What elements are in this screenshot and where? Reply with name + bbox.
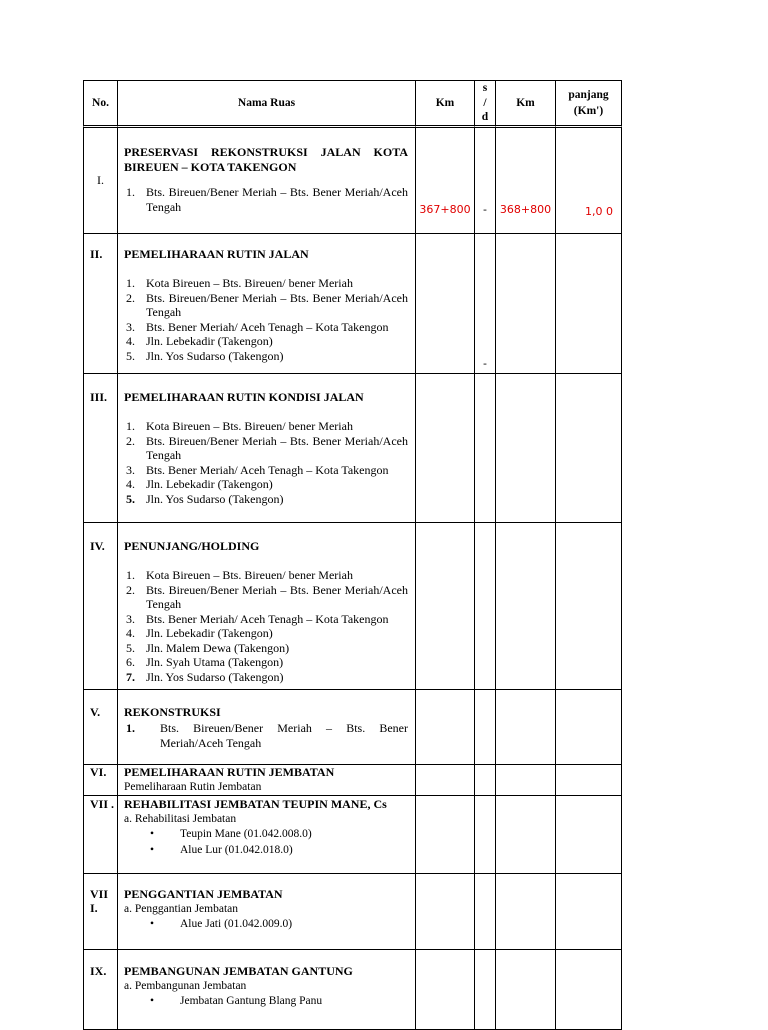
list-item: 1. Kota Bireuen – Bts. Bireuen/ bener Meriah <box>126 276 353 290</box>
km-end-cell <box>496 128 556 234</box>
km-start-cell <box>416 874 475 950</box>
bullet-icon: • <box>150 995 155 1007</box>
sd-cell <box>475 765 496 796</box>
panjang-cell <box>556 690 622 765</box>
row-description <box>118 796 416 874</box>
sd-cell <box>475 796 496 874</box>
sd-cell <box>475 950 496 1030</box>
row-description <box>118 950 416 1030</box>
bullet-icon: • <box>150 844 155 856</box>
section-title: PRESERVASI REKONSTRUKSI JALAN KOTA BIREUEN – KOTA TAKENGON <box>124 145 408 174</box>
table-row <box>83 874 622 950</box>
list-item: 1. Bts. Bireuen/Bener Meriah – Bts. Bener Meriah/Aceh Tengah <box>126 185 408 214</box>
list-item: 1. Bts. Bireuen/Bener Meriah – Bts. Bener Meriah/Aceh Tengah <box>126 721 408 750</box>
section-subtitle: a. Pembangunan Jembatan <box>124 979 247 992</box>
section-title: REKONSTRUKSI <box>124 705 221 719</box>
section-subtitle: Pemeliharaan Rutin Jembatan <box>124 781 262 793</box>
section-title: PEMELIHARAAN RUTIN JALAN <box>124 247 309 261</box>
km-start-cell <box>416 234 475 374</box>
list-item: 2. Bts. Bireuen/Bener Meriah – Bts. Bener Meriah/Aceh Tengah <box>126 290 408 319</box>
header-no: No. <box>83 80 118 128</box>
row-number: IX. <box>83 950 118 1030</box>
panjang-cell <box>556 374 622 523</box>
panjang-cell <box>556 874 622 950</box>
panjang-cell <box>556 796 622 874</box>
sd-cell <box>475 523 496 690</box>
km-end-cell <box>496 765 556 796</box>
panjang-cell <box>556 765 622 796</box>
km-end-cell <box>496 523 556 690</box>
km-start-cell <box>416 690 475 765</box>
row-number: I. <box>83 128 118 234</box>
section-title: PEMELIHARAAN RUTIN JEMBATAN <box>124 765 335 779</box>
header-km-start: Km <box>416 80 475 128</box>
row-description <box>118 374 416 523</box>
section-title: PEMELIHARAAN RUTIN KONDISI JALAN <box>124 390 364 404</box>
section-title: PENUNJANG/HOLDING <box>124 539 260 553</box>
panjang-value: 1,0 0 <box>585 204 613 218</box>
table-row <box>83 690 622 765</box>
list-item: 4. Jln. Lebekadir (Takengon) <box>126 334 273 348</box>
km-start-cell <box>416 374 475 523</box>
km-end-cell <box>496 690 556 765</box>
table-row <box>83 128 622 234</box>
km-start-value: 367+800 <box>419 202 471 216</box>
table-row <box>83 234 622 374</box>
list-item: 1. Kota Bireuen – Bts. Bireuen/ bener Meriah <box>126 419 353 433</box>
km-end-cell <box>496 234 556 374</box>
km-start-cell <box>416 796 475 874</box>
row-number: VII . <box>83 796 118 874</box>
bullet-item: • Teupin Mane (01.042.008.0) <box>150 828 312 840</box>
road-sections-table <box>83 80 622 1030</box>
bullet-item: • Alue Jati (01.042.009.0) <box>150 918 293 930</box>
row-description <box>118 690 416 765</box>
section-title: REHABILITASI JEMBATAN TEUPIN MANE, Cs <box>124 796 387 811</box>
row-number: VII I. <box>83 874 118 950</box>
list-item: 3. Bts. Bener Meriah/ Aceh Tenagh – Kota Takengon <box>126 319 389 334</box>
list-item: 7. Jln. Yos Sudarso (Takengon) <box>126 669 284 684</box>
km-end-cell <box>496 950 556 1030</box>
list-item: 4. Jln. Lebekadir (Takengon) <box>126 626 273 640</box>
table-row <box>83 796 622 874</box>
table-row <box>83 765 622 796</box>
section-subtitle: a. Rehabilitasi Jembatan <box>124 812 237 825</box>
panjang-cell <box>556 950 622 1030</box>
panjang-cell <box>556 128 622 234</box>
bullet-icon: • <box>150 828 155 840</box>
list-item: 3. Bts. Bener Meriah/ Aceh Tenagh – Kota Takengon <box>126 611 389 626</box>
table-row <box>83 374 622 523</box>
row-number: VI. <box>83 765 118 796</box>
km-end-cell <box>496 874 556 950</box>
panjang-cell <box>556 234 622 374</box>
bullet-item: • Alue Lur (01.042.018.0) <box>150 844 293 856</box>
km-start-cell <box>416 765 475 796</box>
header-nama-ruas: Nama Ruas <box>118 80 416 128</box>
row-number: V. <box>83 690 118 765</box>
sd-value: - <box>483 202 487 216</box>
table-row <box>83 950 622 1030</box>
section-subtitle: a. Penggantian Jembatan <box>124 902 239 915</box>
row-number: III. <box>83 374 118 523</box>
sd-value: - <box>483 356 487 370</box>
list-item: 5. Jln. Yos Sudarso (Takengon) <box>126 348 284 363</box>
sd-cell <box>475 874 496 950</box>
km-start-cell <box>416 523 475 690</box>
row-description <box>118 523 416 690</box>
km-end-cell <box>496 796 556 874</box>
sd-cell <box>475 374 496 523</box>
sd-cell <box>475 690 496 765</box>
km-start-cell <box>416 128 475 234</box>
list-item: 6. Jln. Syah Utama (Takengon) <box>126 655 284 669</box>
row-description <box>118 874 416 950</box>
section-title: PEMBANGUNAN JEMBATAN GANTUNG <box>124 963 353 978</box>
sd-cell <box>475 128 496 234</box>
row-description <box>118 234 416 374</box>
list-item: 4. Jln. Lebekadir (Takengon) <box>126 477 273 491</box>
table-header-row <box>83 80 622 128</box>
bullet-item: • Jembatan Gantung Blang Panu <box>150 995 323 1007</box>
sd-cell <box>475 234 496 374</box>
header-sd: s / d <box>475 80 496 128</box>
row-number: IV. <box>83 523 118 690</box>
row-number: II. <box>83 234 118 374</box>
row-description <box>118 765 416 796</box>
list-item: 5. Jln. Yos Sudarso (Takengon) <box>126 491 284 506</box>
km-end-value: 368+800 <box>499 202 552 216</box>
row-description <box>118 128 416 234</box>
list-item: 5. Jln. Malem Dewa (Takengon) <box>126 640 290 655</box>
section-title: PENGGANTIAN JEMBATAN <box>124 886 283 901</box>
panjang-cell <box>556 523 622 690</box>
list-item: 1. Kota Bireuen – Bts. Bireuen/ bener Meriah <box>126 568 353 582</box>
list-item: 2. Bts. Bireuen/Bener Meriah – Bts. Bener Meriah/Aceh Tengah <box>126 582 408 611</box>
table-row <box>83 523 622 690</box>
bullet-icon: • <box>150 918 155 930</box>
header-km-end: Km <box>496 80 556 128</box>
list-item: 3. Bts. Bener Meriah/ Aceh Tenagh – Kota Takengon <box>126 462 389 477</box>
km-start-cell <box>416 950 475 1030</box>
list-item: 2. Bts. Bireuen/Bener Meriah – Bts. Bener Meriah/Aceh Tengah <box>126 433 408 462</box>
km-end-cell <box>496 374 556 523</box>
header-panjang: panjang (Km') <box>556 80 622 128</box>
